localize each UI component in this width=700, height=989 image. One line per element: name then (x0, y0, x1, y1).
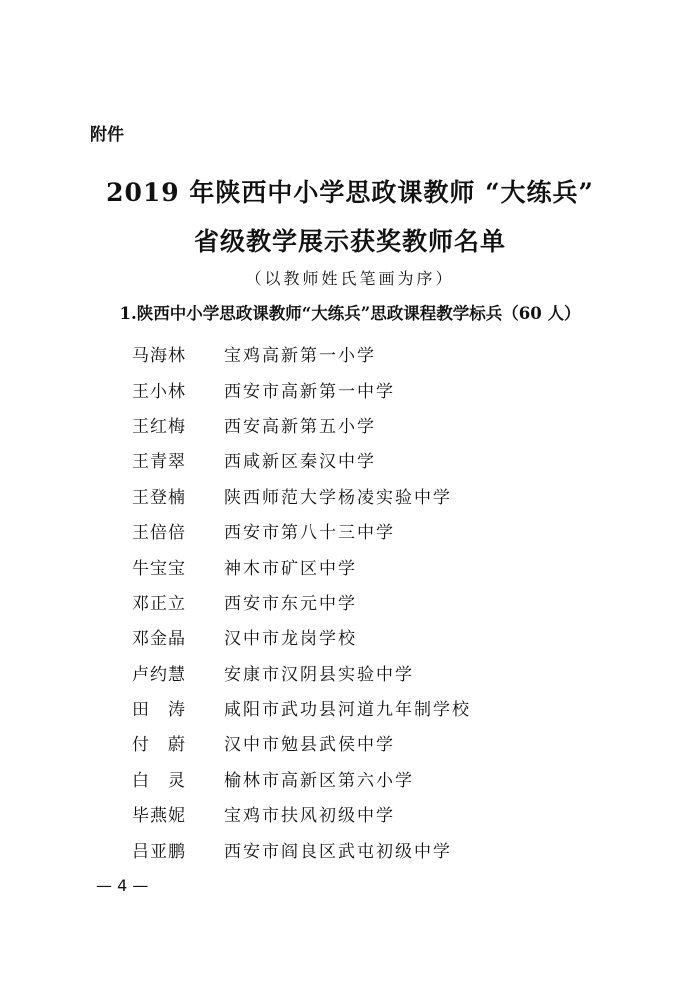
school-name: 安康市汉阴县实验中学 (224, 664, 414, 685)
school-name: 宝鸡市扶风初级中学 (224, 806, 395, 827)
school-name: 西安市高新第一中学 (224, 381, 395, 402)
school-name: 神木市矿区中学 (224, 558, 357, 579)
list-item (132, 336, 471, 371)
document-title-line-2: 省级教学展示获奖教师名单 (193, 227, 506, 256)
teacher-name: 王小林 (132, 381, 186, 402)
teacher-name: 马海林 (132, 346, 186, 367)
school-name: 榆林市高新区第六小学 (224, 770, 414, 791)
teacher-name: 卢约慧 (132, 664, 186, 685)
school-name: 西安高新第五小学 (224, 416, 376, 437)
teacher-name: 王青翠 (132, 452, 186, 473)
list-item (132, 619, 471, 654)
teacher-name: 王登楠 (132, 487, 186, 508)
school-name: 咸阳市武功县河道九年制学校 (224, 700, 471, 721)
school-name: 西咸新区秦汉中学 (224, 452, 376, 473)
list-item (132, 442, 471, 477)
attachment-label: 附件 (90, 125, 124, 145)
teacher-name: 王倍倍 (132, 523, 186, 544)
award-list (132, 336, 471, 867)
list-item (132, 513, 471, 548)
list-item (132, 831, 471, 866)
list-item (132, 761, 471, 796)
teacher-name: 田 涛 (132, 700, 186, 721)
school-name: 西安市东元中学 (224, 593, 357, 614)
teacher-name: 白 灵 (132, 770, 186, 791)
teacher-name: 吕亚鹏 (132, 841, 186, 862)
teacher-name: 王红梅 (132, 416, 186, 437)
school-name: 西安市阎良区武屯初级中学 (224, 841, 452, 862)
school-name: 汉中市龙岗学校 (224, 629, 357, 650)
page-number: — 4 — (96, 876, 149, 895)
school-name: 西安市第八十三中学 (224, 523, 395, 544)
teacher-name: 毕燕妮 (132, 806, 186, 827)
list-item (132, 584, 471, 619)
document-title-line-1: 2019 年陕西中小学思政课教师 “大练兵” (106, 178, 594, 207)
list-item (132, 407, 471, 442)
list-item (132, 690, 471, 725)
list-item (132, 796, 471, 831)
school-name: 宝鸡高新第一小学 (224, 346, 376, 367)
list-item (132, 478, 471, 513)
teacher-name: 牛宝宝 (132, 558, 186, 579)
school-name: 汉中市勉县武侯中学 (224, 735, 395, 756)
document-subtitle: （以教师姓氏笔画为序） (245, 269, 455, 288)
list-item (132, 371, 471, 406)
school-name: 陕西师范大学杨凌实验中学 (224, 487, 452, 508)
section-heading: 1.陕西中小学思政课教师“大练兵”思政课程教学标兵（60 人） (119, 304, 581, 323)
list-item (132, 548, 471, 583)
teacher-name: 邓金晶 (132, 629, 186, 650)
teacher-name: 付 蔚 (132, 735, 186, 756)
teacher-name: 邓正立 (132, 593, 186, 614)
list-item (132, 725, 471, 760)
list-item (132, 655, 471, 690)
